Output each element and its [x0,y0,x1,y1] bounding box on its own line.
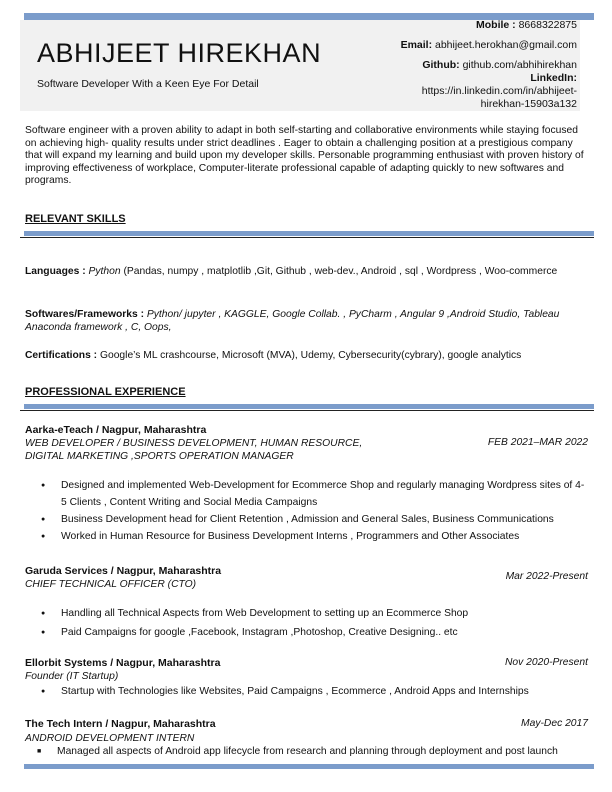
job-bullet: ● Worked in Human Resource for Business Development Interns , Programmers and Other Associates [41,528,589,545]
email-value[interactable]: abhijeet.herokhan@gmail.com [435,39,577,51]
mobile-value[interactable]: 8668322875 [518,19,577,31]
languages-value: (Pandas, numpy , matplotlib ,Git, Github , web-dev., Android , sql , Wordpress , Woo-commerce [120,266,558,277]
languages-italic: Python [88,266,121,277]
software-value: Python/ jupyter , KAGGLE, Google Collab. , PyCharm , Angular 9 ,Android Studio, Tableau Anaconda framework , C, Oops, [25,309,560,333]
experience-section-title: PROFESSIONAL EXPERIENCE [25,386,186,398]
candidate-tagline: Software Developer With a Keen Eye For Detail [37,78,259,90]
job-bullets [37,745,597,759]
skills-section-title: RELEVANT SKILLS [25,213,126,225]
contact-mobile [476,19,577,32]
job-date: FEB 2021–MAR 2022 [487,437,588,448]
linkedin-label: LinkedIn: [530,72,577,84]
github-label: Github: [422,59,460,71]
linkedin-value[interactable]: https://in.linkedin.com/in/abhijeet-hirekhan-15903a132 [421,85,577,110]
github-value[interactable]: github.com/abhihirekhan [462,59,577,71]
contact-github [422,59,577,72]
bottom-accent-bar [24,764,594,769]
experience-divider [20,410,594,411]
job-bullet: ● Handling all Technical Aspects from Web Development to setting up an Ecommerce Shop [41,604,589,623]
profile-summary: Software engineer with a proven ability to adapt in both self-starting and collaborative environments while staying focused on achieving high- quality results under strict deadlines . Eager to obtain a challenging position at a prestigious company that will expand my learning and build upon my developer skills. Personable programming enthusiast with proven history of improving effectiveness of workplace, Computer-literate professional capable of adapting quickly to new softwares and programs. [25,125,584,186]
skill-languages [25,265,590,278]
skills-divider [20,237,594,238]
certifications-label: Certifications : [25,350,98,361]
job-bullet: ● Paid Campaigns for google ,Facebook, Instagram ,Photoshop, Creative Designing.. etc [41,623,589,642]
contact-linkedin [387,72,577,111]
skill-certifications [25,349,590,362]
job-bullet: ● Designed and implemented Web-Development for Ecommerce Shop and regularly managing Wordpress sites of 4-5 Clients , Content Writing and Social Media Campaigns [41,477,589,511]
job-role: ANDROID DEVELOPMENT INTERN [25,733,195,744]
software-label: Softwares/Frameworks : [25,309,145,320]
email-label: Email: [400,39,433,51]
skills-accent-bar [24,231,594,236]
job-company: Ellorbit Systems / Nagpur, Maharashtra [25,657,221,669]
experience-accent-bar [24,404,594,409]
languages-label: Languages : [25,266,86,277]
job-date: May-Dec 2017 [521,718,588,729]
job-company: Garuda Services / Nagpur, Maharashtra [25,565,222,577]
job-bullet: ● Startup with Technologies like Websites, Paid Campaigns , Ecommerce , Android Apps and Internships [41,684,589,699]
job-bullets [41,684,589,699]
job-role: CHIEF TECHNICAL OFFICER (CTO) [25,579,197,590]
job-date: Mar 2022-Present [505,571,588,582]
job-company: The Tech Intern / Nagpur, Maharashtra [25,718,216,730]
job-role: Founder (IT Startup) [25,671,119,682]
job-bullet: ■ Managed all aspects of Android app lifecycle from research and planning through deployment and post launch [37,745,597,759]
contact-email [401,39,577,52]
job-bullet: ● Business Development head for Client Retention , Admission and General Sales, Business Communications [41,511,589,528]
job-bullets [41,604,589,642]
job-bullets [41,477,589,545]
candidate-name: ABHIJEET HIREKHAN [37,38,322,68]
mobile-label: Mobile : [476,19,516,31]
certifications-value: Google’s ML crashcourse, Microsoft (MVA), Udemy, Cybersecurity(cybrary), google analytics [99,350,522,361]
skill-software [25,308,590,334]
job-date: Nov 2020-Present [505,657,588,668]
job-role: WEB DEVELOPER / BUSINESS DEVELOPMENT, HUMAN RESOURCE, DIGITAL MARKETING ,SPORTS OPERATION MANAGER [25,438,363,462]
job-company: Aarka-eTeach / Nagpur, Maharashtra [25,424,207,436]
